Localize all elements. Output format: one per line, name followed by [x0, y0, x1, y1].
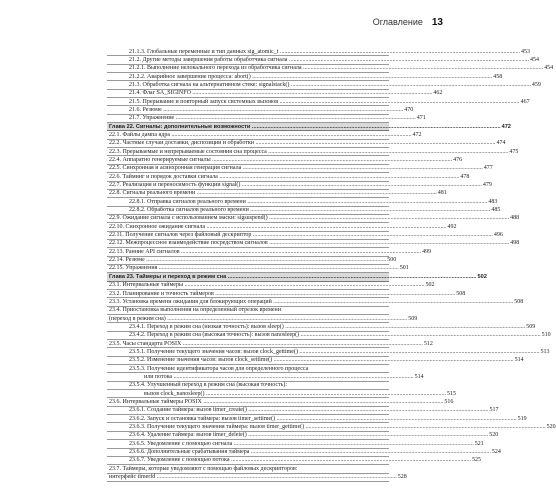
toc-entry-title: (переход в режим сна) ................................................................................................................................................................ — [109, 315, 408, 322]
toc-entry-title: Глава 23. Таймеры и переход в режим сна ................................................................................................................................................................ — [109, 273, 477, 280]
toc-chapter-heading — [107, 123, 511, 131]
toc-entry — [107, 182, 492, 190]
toc-entry — [107, 415, 527, 423]
toc-entry — [107, 315, 418, 323]
toc-entry-title: 23.3. Установка времени ожидания для блокирующих операций ................................................................................................................................................................ — [109, 298, 514, 305]
toc-entry-page: 514 — [514, 357, 524, 364]
toc-entry — [107, 131, 422, 139]
toc-entry-page: 492 — [447, 223, 457, 230]
toc-entry-title: 22.14. Резюме ................................................................................................................................................................ — [109, 257, 387, 264]
toc-entry — [107, 449, 501, 457]
toc-entry-title: 21.5. Прерывание и повторный запуск системных вызовов ................................................................................................................................................................ — [129, 98, 520, 105]
toc-entry — [107, 390, 457, 398]
toc-entry-title: 23.5.4. Улучшенный переход в режим сна (высокая точность): — [129, 382, 288, 389]
toc-entry-page: 515 — [447, 390, 457, 397]
toc-entry-page: 509 — [526, 323, 536, 330]
toc-entry-title: или потока ................................................................................................................................................................ — [144, 373, 414, 380]
toc-entry-page: 499 — [422, 248, 432, 255]
toc-entry-page: 513 — [540, 348, 550, 355]
toc-entry — [107, 73, 503, 81]
toc-entry — [107, 98, 530, 106]
toc-entry — [107, 465, 389, 473]
toc-entry-page: 525 — [472, 457, 481, 464]
toc-entry — [107, 232, 503, 240]
toc-entry — [107, 457, 481, 465]
running-title: Оглавление — [372, 17, 423, 27]
toc-entry — [107, 348, 550, 356]
toc-entry-title: 22.15. Упражнения ................................................................................................................................................................ — [109, 265, 399, 272]
toc-entry-page: 481 — [437, 190, 447, 197]
toc-entry — [107, 290, 466, 298]
toc-entry — [107, 81, 541, 89]
toc-entry-page: 470 — [404, 106, 414, 113]
toc-entry — [107, 282, 435, 290]
toc-entry-title: 23.5.2. Изменение значения часов: вызов clock_settime() ................................................................................................................................................................ — [129, 357, 514, 364]
toc-entry-page: 520 — [489, 432, 499, 439]
toc-entry-page: 510 — [541, 332, 551, 339]
toc-entry-page: 479 — [482, 182, 492, 189]
toc-entry-title: 22.12. Межпроцессное взаимодействие посредством сигналов ................................................................................................................................................................ — [109, 240, 510, 247]
toc-entry-page: 496 — [493, 232, 503, 239]
toc-entry-title: 23.6.6. Дополнительные срабатывания таймера ................................................................................................................................................................ — [129, 449, 491, 456]
toc-entry — [107, 382, 389, 390]
toc-entry-page: 528 — [397, 474, 407, 481]
toc-entry-title: 22.5. Синхронная и асинхронная генерация сигнала ................................................................................................................................................................ — [109, 165, 483, 172]
toc-entry — [107, 56, 539, 64]
toc-entry-page: 485 — [491, 207, 501, 214]
toc-entry-page: 502 — [425, 282, 435, 289]
toc-entry-page: 512 — [423, 340, 433, 347]
toc-entry-title: 23.6.2. Запуск и остановка таймера: вызов timer_settime() ................................................................................................................................................................ — [129, 415, 517, 422]
toc-entry-title: 21.2. Другие методы завершения работы обработчика сигнала ................................................................................................................................................................ — [129, 56, 529, 63]
toc-entry — [107, 248, 432, 256]
toc-entry-title: 23.6.3. Получение текущего значения таймера: вызов timer_gettime() ................................................................................................................................................................ — [129, 424, 546, 431]
toc-entry — [107, 307, 389, 315]
toc-entry-title: 23.4. Приостановка выполнения на определенный отрезок времени — [109, 307, 281, 314]
toc-entry-page: 454 — [529, 56, 539, 63]
toc-entry-title: 23.4.1. Переход в режим сна (низкая точность): вызов sleep() ................................................................................................................................................................ — [129, 323, 526, 330]
toc-entry — [107, 240, 520, 248]
toc-entry-title: 23.7. Таймеры, которые уведомляют с помощью файловых дескрипторов: — [109, 465, 298, 472]
toc-entry — [107, 474, 407, 482]
toc-entry-title: 21.4. Флаг SA_SIGINFO ................................................................................................................................................................ — [129, 90, 433, 97]
toc-entry — [107, 215, 520, 223]
toc-entry — [107, 207, 501, 215]
page-header — [373, 17, 443, 28]
toc-entry-title: 22.7. Реализация и переносимость функции signal() ................................................................................................................................................................ — [109, 182, 482, 189]
toc-entry-title: 22.11. Получение сигналов через файловый дескриптор ................................................................................................................................................................ — [109, 232, 493, 239]
toc-entry-page: 458 — [493, 73, 503, 80]
toc-entry-title: 21.7. Упражнение ................................................................................................................................................................ — [129, 115, 416, 122]
toc-entry-page: 453 — [520, 48, 530, 55]
toc-entry-title: интерфейс timerfd ................................................................................................................................................................ — [109, 474, 397, 481]
toc-entry — [107, 332, 551, 340]
toc-entry-page: 498 — [510, 240, 520, 247]
toc-entry — [107, 115, 426, 123]
toc-entry-page: 520 — [546, 424, 556, 431]
toc-entry — [107, 398, 454, 406]
toc-entry-title: Глава 22. Сигналы: дополнительные возможности ................................................................................................................................................................ — [109, 123, 501, 130]
toc-entry-page: 454 — [544, 65, 554, 72]
toc-entry-title: 23.6.7. Уведомление с помощью потока ................................................................................................................................................................ — [129, 457, 471, 464]
toc-entry-title: 23.6. Интервальные таймеры POSIX ................................................................................................................................................................ — [109, 398, 444, 405]
toc-entry-page: 508 — [456, 290, 466, 297]
toc-entry-title: 23.6.4. Удаление таймера: вызов timer_delete() ................................................................................................................................................................ — [129, 432, 489, 439]
toc-entry — [107, 357, 524, 365]
toc-entry — [107, 198, 498, 206]
toc-entry-title: 23.2. Планирование и точность таймеров ................................................................................................................................................................ — [109, 290, 456, 297]
toc-entry-page: 462 — [433, 90, 443, 97]
toc-entry-title: 23.5. Часы стандарта POSIX ................................................................................................................................................................ — [109, 340, 423, 347]
toc-entry-title: 21.3. Обработка сигнала на альтернативном стеке: signalstack() ................................................................................................................................................................ — [129, 81, 531, 88]
toc-entry — [107, 423, 556, 431]
toc-entry-title: 21.2.1. Выполнение нелокального перехода из обработчика сигнала ................................................................................................................................................................ — [129, 65, 544, 72]
toc-entry — [107, 407, 499, 415]
toc-entry-title: 22.6. Тайминг и порядок доставки сигнала ................................................................................................................................................................ — [109, 173, 460, 180]
toc-entry-title: 23.6.1. Создание таймера: вызов timer_create() ................................................................................................................................................................ — [129, 407, 489, 414]
toc-entry — [107, 48, 530, 56]
toc-entry-page: 477 — [483, 165, 493, 172]
toc-entry-title: 22.1. Файлы дампа ядра ................................................................................................................................................................ — [109, 131, 412, 138]
toc-entry-page: 474 — [496, 140, 506, 147]
toc-entry — [107, 148, 519, 156]
toc-entry-page: 514 — [414, 373, 424, 380]
table-of-contents — [107, 48, 556, 482]
toc-entry-page: 472 — [412, 131, 422, 138]
toc-entry-page: 502 — [477, 273, 487, 280]
toc-entry-title: 23.5.1. Получение текущего значения часов: вызов clock_gettime() ................................................................................................................................................................ — [129, 348, 540, 355]
toc-entry — [107, 340, 433, 348]
toc-entry-page: 500 — [387, 257, 397, 264]
toc-entry-title: 22.4. Аппаратно генерируемые сигналы ................................................................................................................................................................ — [109, 157, 453, 164]
toc-entry-title: 22.9. Ожидание сигнала с использованием маски: sigsuspend() ................................................................................................................................................................ — [109, 215, 510, 222]
toc-entry-title: 22.8. Сигналы реального времени ................................................................................................................................................................ — [109, 190, 437, 197]
toc-entry-page: 483 — [488, 198, 498, 205]
toc-entry — [107, 190, 447, 198]
toc-entry-page: 475 — [509, 148, 519, 155]
toc-entry — [107, 65, 554, 73]
toc-entry-page: 509 — [408, 315, 418, 322]
toc-entry — [107, 373, 424, 381]
toc-entry-page: 472 — [501, 123, 511, 130]
toc-entry-page: 508 — [514, 298, 524, 305]
toc-entry — [107, 90, 443, 98]
toc-entry — [107, 265, 409, 273]
toc-entry — [107, 257, 397, 265]
toc-entry-title: 22.13. Ранние API сигналов ................................................................................................................................................................ — [109, 248, 422, 255]
toc-entry-page: 519 — [517, 415, 527, 422]
toc-entry-title: 22.8.2. Обработка сигналов реального времени ................................................................................................................................................................ — [129, 207, 491, 214]
toc-entry — [107, 156, 463, 164]
toc-entry — [107, 298, 524, 306]
toc-entry-title: 21.2.2. Аварийное завершение процесса: abort() ................................................................................................................................................................ — [129, 73, 493, 80]
toc-entry — [107, 140, 506, 148]
toc-entry-page: 524 — [491, 449, 501, 456]
toc-entry — [107, 365, 389, 373]
toc-entry — [107, 323, 536, 331]
toc-entry-page: 478 — [460, 173, 470, 180]
toc-entry-title: 23.6.5. Уведомление с помощью сигнала ................................................................................................................................................................ — [129, 440, 474, 447]
toc-entry — [107, 165, 493, 173]
toc-entry — [107, 223, 457, 231]
toc-entry-page: 488 — [510, 215, 520, 222]
toc-entry-page: 517 — [489, 407, 499, 414]
toc-entry-title: 22.2. Частные случаи доставки, диспозиции и обработки ................................................................................................................................................................ — [109, 140, 496, 147]
toc-entry-page: 501 — [399, 265, 409, 272]
toc-entry-page: 516 — [444, 398, 454, 405]
toc-entry-title: 22.10. Синхронное ожидание сигнала ................................................................................................................................................................ — [109, 223, 447, 230]
toc-entry-title: 23.1. Интервальные таймеры ................................................................................................................................................................ — [109, 282, 425, 289]
toc-entry-title: 21.6. Резюме ................................................................................................................................................................ — [129, 106, 404, 113]
toc-entry-page: 476 — [453, 157, 463, 164]
toc-chapter-heading — [107, 273, 487, 281]
toc-entry — [107, 173, 470, 181]
toc-entry-title: 22.8.1. Отправка сигналов реального времени ................................................................................................................................................................ — [129, 198, 488, 205]
toc-entry-page: 521 — [474, 440, 484, 447]
toc-entry-title: вызов clock_nanosleep() ................................................................................................................................................................ — [144, 390, 447, 397]
page-number: 13 — [431, 17, 443, 28]
toc-entry-title: 22.3. Прерываемые и непрерываемые состояния сна процесса ................................................................................................................................................................ — [109, 148, 509, 155]
toc-entry-page: 467 — [520, 98, 530, 105]
toc-entry-title: 23.5.3. Получение идентификатора часов для определенного процесса — [129, 365, 309, 372]
toc-entry-page: 471 — [416, 115, 426, 122]
toc-entry-page: 459 — [531, 81, 541, 88]
toc-entry-title: 23.4.2. Переход в режим сна (высокая точность): вызов nanosleep() ................................................................................................................................................................ — [129, 332, 541, 339]
toc-entry — [107, 432, 499, 440]
toc-entry-title: 21.1.3. Глобальные переменные и тип данных sig_atomic_t ................................................................................................................................................................ — [129, 48, 520, 55]
toc-entry — [107, 440, 484, 448]
toc-entry — [107, 106, 414, 114]
